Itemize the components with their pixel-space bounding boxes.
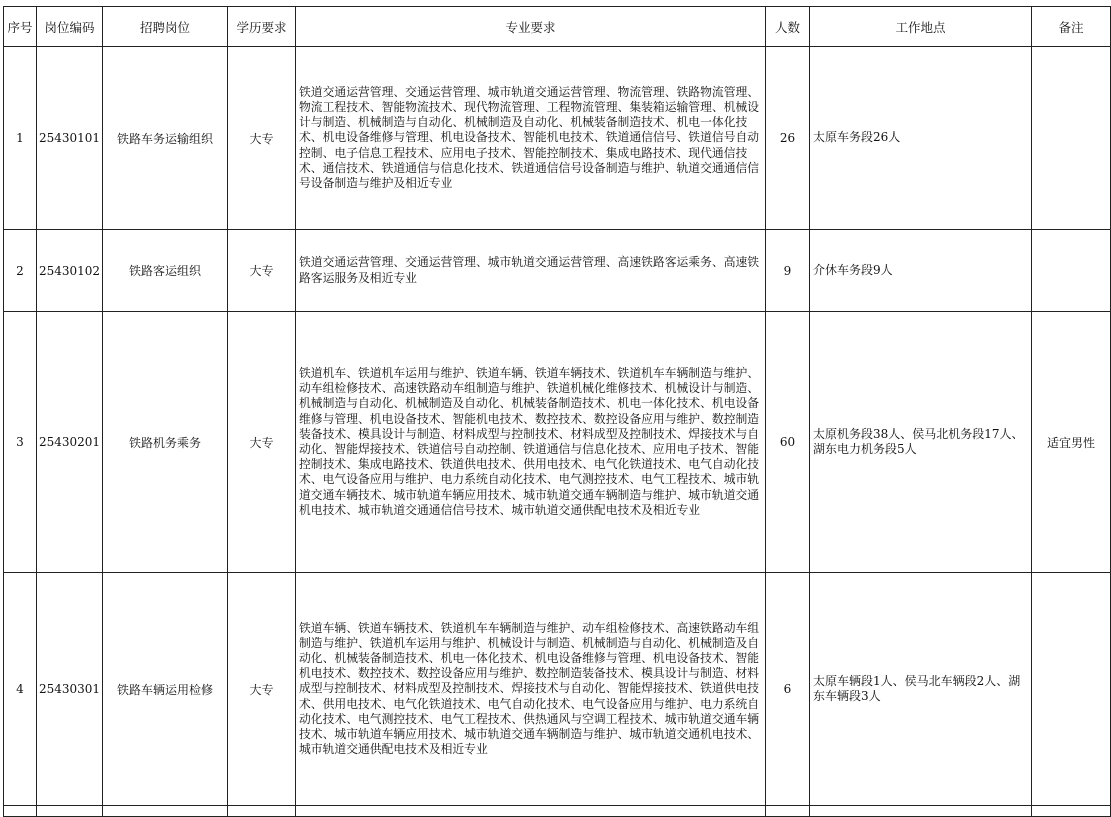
header-row: [4, 7, 1111, 47]
cell-location: 太原车辆段1人、侯马北车辆段2人、湖东车辆段3人: [810, 573, 1032, 806]
cell-education: 大专: [228, 312, 296, 573]
cell-majors: 铁道机车、铁道机车运用与维护、铁道车辆、铁道车辆技术、铁道机车车辆制造与维护、动车组检修技术、高速铁路动车组制造与维护、铁道机械化维修技术、机械设计与制造、机械制造与自动化、机械制造及自动化、机械装备制造技术、机电一体化技术、机电设备维修与管理、机电设备技术、智能机电技术、数控技术、数控设备应用与维护、数控制造装备技术、模具设计与制造、材料成型与控制技术、材料成型及控制技术、焊接技术与自动化、智能焊接技术、铁道信号自动控制、铁道通信与信息化技术、应用电子技术、智能控制技术、集成电路技术、铁道供电技术、供用电技术、电气化铁道技术、电气自动化技术、电气设备应用与维护、电力系统自动化技术、电气测控技术、电气工程技术、城市轨道交通车辆技术、城市轨道车辆应用技术、城市轨道交通车辆制造与维护、城市轨道交通机电技术、城市轨道交通通信信号技术、城市轨道交通供配电技术及相近专业: [296, 312, 766, 573]
cell-education: 大专: [228, 230, 296, 312]
cell-location: 介休车务段9人: [810, 230, 1032, 312]
cell-empty: [766, 806, 810, 817]
cell-empty: [1032, 806, 1111, 817]
header-note: 备注: [1032, 7, 1111, 47]
cell-code: 25430102: [37, 230, 103, 312]
header-location: 工作地点: [810, 7, 1032, 47]
cell-position: 铁路车务运输组织: [103, 47, 228, 230]
cell-empty: [37, 806, 103, 817]
cell-code: 25430101: [37, 47, 103, 230]
header-count: 人数: [766, 7, 810, 47]
table-row: [4, 573, 1111, 806]
cell-position: 铁路客运组织: [103, 230, 228, 312]
cell-count: 6: [766, 573, 810, 806]
header-education: 学历要求: [228, 7, 296, 47]
cell-empty: [103, 806, 228, 817]
cell-code: 25430201: [37, 312, 103, 573]
cell-education: 大专: [228, 573, 296, 806]
cell-count: 26: [766, 47, 810, 230]
cell-location: 太原车务段26人: [810, 47, 1032, 230]
cell-note: 适宜男性: [1032, 312, 1111, 573]
cell-majors: 铁道交通运营管理、交通运营管理、城市轨道交通运营管理、物流管理、铁路物流管理、物流工程技术、智能物流技术、现代物流管理、工程物流管理、集装箱运输管理、机械设计与制造、机械制造与自动化、机械制造及自动化、机械装备制造技术、机电一体化技术、机电设备维修与管理、机电设备技术、智能机电技术、铁道通信信号、铁道信号自动控制、电子信息工程技术、应用电子技术、智能控制技术、集成电路技术、现代通信技术、通信技术、铁道通信与信息化技术、铁道通信信号设备制造与维护、轨道交通通信信号设备制造与维护及相近专业: [296, 47, 766, 230]
cell-no: 1: [4, 47, 37, 230]
header-no: 序号: [4, 7, 37, 47]
cell-education: 大专: [228, 47, 296, 230]
cell-empty: [810, 806, 1032, 817]
header-code: 岗位编码: [37, 7, 103, 47]
header-majors: 专业要求: [296, 7, 766, 47]
cell-position: 铁路机务乘务: [103, 312, 228, 573]
cell-location: 太原机务段38人、侯马北机务段17人、湖东电力机务段5人: [810, 312, 1032, 573]
cell-count: 60: [766, 312, 810, 573]
cell-note: [1032, 230, 1111, 312]
cell-note: [1032, 573, 1111, 806]
cell-note: [1032, 47, 1111, 230]
cell-position: 铁路车辆运用检修: [103, 573, 228, 806]
cell-empty: [228, 806, 296, 817]
recruitment-table: [3, 6, 1111, 817]
header-position: 招聘岗位: [103, 7, 228, 47]
table-row: [4, 312, 1111, 573]
table-row-partial: [4, 806, 1111, 817]
cell-majors: 铁道交通运营管理、交通运营管理、城市轨道交通运营管理、高速铁路客运乘务、高速铁路客运服务及相近专业: [296, 230, 766, 312]
table-row: [4, 230, 1111, 312]
cell-code: 25430301: [37, 573, 103, 806]
cell-empty: [4, 806, 37, 817]
table-row: [4, 47, 1111, 230]
cell-empty: [296, 806, 766, 817]
cell-majors: 铁道车辆、铁道车辆技术、铁道机车车辆制造与维护、动车组检修技术、高速铁路动车组制造与维护、铁道机车运用与维护、机械设计与制造、机械制造与自动化、机械制造及自动化、机械装备制造技术、机电一体化技术、机电设备维修与管理、机电设备技术、智能机电技术、数控技术、数控设备应用与维护、数控制造装备技术、模具设计与制造、材料成型与控制技术、材料成型及控制技术、焊接技术与自动化、智能焊接技术、铁道供电技术、供用电技术、电气化铁道技术、电气自动化技术、电气设备应用与维护、电力系统自动化技术、电气测控技术、电气工程技术、供热通风与空调工程技术、城市轨道交通车辆技术、城市轨道车辆应用技术、城市轨道交通车辆制造与维护、城市轨道交通机电技术、城市轨道交通供配电技术及相近专业: [296, 573, 766, 806]
cell-no: 3: [4, 312, 37, 573]
cell-no: 2: [4, 230, 37, 312]
cell-count: 9: [766, 230, 810, 312]
cell-no: 4: [4, 573, 37, 806]
